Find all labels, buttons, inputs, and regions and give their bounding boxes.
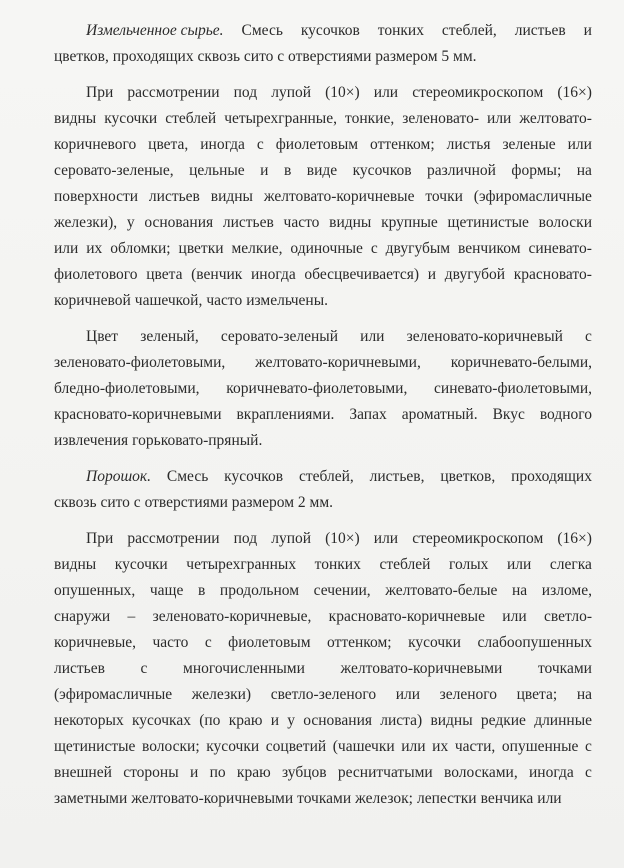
text-fragment: Цвет (86, 328, 119, 345)
text-fragment: Смесь (166, 468, 209, 485)
text-fragment: по (209, 764, 226, 781)
text-fragment: волосками, (444, 764, 518, 781)
text-fragment: с (140, 660, 148, 677)
text-fragment: листьев (222, 214, 274, 231)
text-fragment: длинные (534, 712, 592, 729)
text-fragment: или (537, 790, 562, 807)
text-line (86, 464, 592, 490)
text-line (54, 184, 592, 210)
text-fragment: бледно-фиолетовыми, (54, 380, 200, 397)
text-fragment: стеблей, (298, 468, 354, 485)
italic-term: Порошок. (86, 468, 152, 485)
text-line (54, 428, 592, 454)
text-fragment: (10×) (325, 84, 360, 101)
text-fragment: в (197, 582, 206, 599)
text-fragment: стороны (123, 764, 179, 781)
text-line (54, 350, 592, 376)
text-fragment: в (283, 162, 292, 179)
text-fragment: многочисленными (183, 660, 305, 677)
text-fragment: зеленовато- (402, 110, 479, 127)
text-line (54, 708, 592, 734)
text-fragment: часто (206, 292, 243, 309)
text-fragment: кусочки (206, 738, 260, 755)
text-fragment: венчиком (458, 240, 521, 257)
text-fragment: волоски; (142, 738, 200, 755)
text-fragment: основания (303, 712, 373, 729)
text-fragment: слабоопушенных (477, 634, 592, 651)
text-fragment: Смесь (241, 22, 283, 39)
text-fragment: листьев (54, 660, 105, 677)
text-fragment: вкраплениями. (236, 406, 335, 423)
text-fragment: проходящих (511, 468, 592, 485)
text-fragment: редкие (480, 712, 526, 729)
text-line (54, 236, 592, 262)
text-line (54, 44, 592, 70)
text-fragment: листьев, (369, 468, 425, 485)
text-fragment: сквозь сито с отверстиями размером 2 мм. (54, 494, 334, 511)
text-fragment: некоторых (54, 712, 124, 729)
text-line (54, 210, 592, 236)
text-fragment: При (86, 84, 114, 101)
text-line (54, 578, 592, 604)
text-fragment: на (512, 582, 528, 599)
text-line (54, 402, 592, 428)
text-fragment: различной (427, 162, 496, 179)
text-fragment: с (585, 738, 592, 755)
text-fragment: четырехгранные, (224, 110, 337, 127)
text-fragment: снаружи (54, 608, 111, 625)
text-fragment: основания (144, 214, 214, 231)
text-line (54, 630, 592, 656)
text-fragment: щетинистые (54, 738, 136, 755)
text-fragment: цвета (146, 266, 183, 283)
text-fragment: или (506, 556, 532, 573)
text-fragment: под (233, 530, 258, 547)
text-fragment: (10×) (325, 530, 360, 547)
text-line (54, 106, 592, 132)
text-fragment: слегка (549, 556, 592, 573)
text-fragment: синевато- (528, 240, 592, 257)
text-fragment: или (395, 686, 421, 703)
text-fragment: кусочках (131, 712, 191, 729)
text-fragment: щетинистые (447, 214, 529, 231)
text-fragment: у (126, 214, 135, 231)
text-line (54, 656, 592, 682)
text-fragment: или (401, 738, 426, 755)
text-fragment: – (127, 608, 136, 625)
text-fragment: или (373, 84, 399, 101)
text-fragment: желтовато-коричневыми, (255, 354, 421, 371)
text-fragment: желтовато-белые (385, 582, 498, 599)
text-fragment: синевато-фиолетовыми, (434, 380, 592, 397)
text-fragment: железки), (54, 214, 118, 231)
text-fragment: красновато- (513, 266, 592, 283)
text-fragment: стереомикроскопом (412, 530, 544, 547)
text-fragment: реснитчатыми (337, 764, 433, 781)
text-line (54, 552, 592, 578)
text-fragment: с (256, 136, 264, 153)
text-fragment: чашечкой, (134, 292, 203, 309)
text-fragment: опушенных, (54, 582, 136, 599)
text-fragment: соцветий (265, 738, 327, 755)
text-fragment: серовато-зеленый (220, 328, 339, 345)
text-fragment: светло-зеленого (270, 686, 377, 703)
text-fragment: стеблей (379, 556, 431, 573)
text-fragment: красновато-коричневыми (54, 406, 222, 423)
text-line (54, 132, 592, 158)
text-fragment: видны (54, 110, 97, 127)
text-fragment: коричневые, (54, 634, 136, 651)
text-fragment: изломе, (541, 582, 592, 599)
text-fragment: или (360, 328, 385, 345)
text-line (54, 490, 592, 516)
text-fragment: или (373, 530, 399, 547)
text-fragment: Запах (349, 406, 387, 423)
text-fragment: точки (425, 188, 463, 205)
text-fragment: обесцвечивается) (304, 266, 420, 283)
text-fragment: листа) (380, 712, 423, 729)
text-fragment: опушенные (501, 738, 579, 755)
text-fragment: или (487, 110, 512, 127)
text-fragment: и (260, 162, 269, 179)
text-fragment: желтовато-коричневыми (340, 660, 503, 677)
text-fragment: (эфиромасличные (473, 188, 592, 205)
text-fragment: продольном (219, 582, 300, 599)
text-fragment: четырехгранных (186, 556, 297, 573)
text-fragment: кусочков (352, 162, 412, 179)
text-fragment: серовато-зеленые, (54, 162, 174, 179)
text-fragment: видны (210, 188, 253, 205)
italic-term: Измельченное сырье. (86, 22, 224, 39)
document-body (54, 18, 592, 812)
text-line (54, 376, 592, 402)
text-fragment: коричневато-белыми, (450, 354, 592, 371)
text-fragment: цветков, проходящих сквозь сито с отверстиями размером 5 мм. (54, 48, 477, 65)
text-fragment: цветков, (440, 468, 496, 485)
text-fragment: точками (537, 660, 592, 677)
text-fragment: части, (454, 738, 496, 755)
text-fragment: стереомикроскопом (412, 84, 544, 101)
text-fragment: с (370, 240, 378, 257)
text-fragment: (эфиромасличные (54, 686, 173, 703)
text-fragment: рассмотрении (127, 530, 220, 547)
text-fragment: видны (329, 214, 372, 231)
text-fragment: лупой (271, 530, 312, 547)
text-line (54, 760, 592, 786)
text-fragment: и (270, 712, 279, 729)
text-fragment: волоски (538, 214, 592, 231)
text-line (54, 158, 592, 184)
text-fragment: горьковато-пряный. (132, 432, 263, 449)
text-fragment: краю (236, 764, 271, 781)
text-line (54, 262, 592, 288)
text-fragment: сечении, (313, 582, 371, 599)
text-fragment: с (204, 634, 212, 651)
text-fragment: двугубым (385, 240, 451, 257)
text-fragment: водного (539, 406, 592, 423)
text-fragment: Вкус (492, 406, 525, 423)
text-fragment: венчика (480, 790, 534, 807)
text-fragment: одиночные (290, 240, 363, 257)
text-fragment: на (576, 162, 592, 179)
text-fragment: иногда (200, 136, 245, 153)
text-fragment: лепестки (416, 790, 477, 807)
text-fragment: зеленый, (140, 328, 199, 345)
text-fragment: мелкие, (231, 240, 283, 257)
text-fragment: листья (446, 136, 491, 153)
text-line (86, 80, 592, 106)
text-fragment: зеленого (439, 686, 498, 703)
text-fragment: крупные (381, 214, 438, 231)
text-fragment: их (86, 240, 103, 257)
text-fragment: При (86, 530, 114, 547)
text-fragment: или (502, 608, 527, 625)
text-fragment: зеленовато-коричневые, (152, 608, 312, 625)
text-fragment: кусочки (408, 634, 461, 651)
text-fragment: коричневато-фиолетовыми, (226, 380, 408, 397)
text-fragment: видны (430, 712, 473, 729)
text-fragment: обломки; (110, 240, 171, 257)
text-fragment: (по (199, 712, 221, 729)
text-fragment: листьев (148, 188, 200, 205)
text-fragment: коричневой (54, 292, 131, 309)
text-fragment: с (585, 328, 592, 345)
text-fragment: тонких (377, 22, 424, 39)
text-fragment: у (287, 712, 295, 729)
text-fragment: часто (283, 214, 320, 231)
text-line (54, 734, 592, 760)
text-fragment: лупой (271, 84, 312, 101)
text-fragment: внешней (54, 764, 112, 781)
text-fragment: или (567, 136, 592, 153)
text-fragment: светло- (543, 608, 592, 625)
text-fragment: желтовато-коричневые (263, 188, 415, 205)
text-fragment: цветки (178, 240, 224, 257)
text-fragment: стеблей (165, 110, 217, 127)
text-fragment: и (583, 22, 592, 39)
text-fragment: цельные (189, 162, 245, 179)
text-fragment: иногда (251, 266, 296, 283)
text-fragment: (16×) (557, 530, 592, 547)
text-fragment: зеленые (502, 136, 556, 153)
text-fragment: кусочков (300, 22, 360, 39)
text-fragment: железки) (191, 686, 252, 703)
text-fragment: их (432, 738, 449, 755)
text-fragment: красновато-коричневые (328, 608, 485, 625)
text-fragment: с (585, 764, 592, 781)
text-fragment: кусочки (114, 556, 168, 573)
text-fragment: заметными (54, 790, 128, 807)
text-fragment: цвета, (148, 136, 189, 153)
text-fragment: листьев (514, 22, 566, 39)
text-fragment: точками (297, 790, 352, 807)
text-fragment: на (576, 686, 592, 703)
text-fragment: железок; (355, 790, 413, 807)
text-fragment: формы; (511, 162, 562, 179)
text-fragment: и (189, 764, 199, 781)
text-fragment: краю (228, 712, 263, 729)
text-fragment: иногда (529, 764, 574, 781)
text-fragment: (венчик (191, 266, 243, 283)
text-fragment: коричневого (54, 136, 137, 153)
text-fragment: чаще (149, 582, 184, 599)
text-fragment: зубцов (281, 764, 327, 781)
text-line (86, 526, 592, 552)
text-fragment: фиолетовым (228, 634, 311, 651)
text-fragment: двугубой (444, 266, 506, 283)
text-fragment: стеблей, (441, 22, 497, 39)
text-fragment: и (427, 266, 437, 283)
text-line (86, 324, 592, 350)
text-fragment: фиолетового (54, 266, 138, 283)
text-fragment: цвета; (516, 686, 558, 703)
text-fragment: тонкие, (345, 110, 395, 127)
text-fragment: под (233, 84, 258, 101)
text-fragment: кусочков (224, 468, 284, 485)
text-fragment: желтовато- (519, 110, 592, 127)
text-line (54, 288, 592, 314)
text-fragment: оттенком; (370, 136, 435, 153)
text-line (86, 18, 592, 44)
text-line (54, 604, 592, 630)
text-fragment: виде (306, 162, 338, 179)
text-fragment: измельчены. (246, 292, 329, 309)
text-fragment: извлечения (54, 432, 129, 449)
text-fragment: зеленовато-фиолетовыми, (54, 354, 226, 371)
text-fragment: или (54, 240, 79, 257)
text-fragment: видны (54, 556, 97, 573)
text-fragment: оттенком; (327, 634, 392, 651)
text-fragment: часто (152, 634, 189, 651)
text-fragment: голых (448, 556, 489, 573)
text-fragment: поверхности (54, 188, 139, 205)
text-fragment: (16×) (557, 84, 592, 101)
text-fragment: ароматный. (401, 406, 478, 423)
text-fragment: желтовато-коричневыми (131, 790, 294, 807)
text-fragment: фиолетовым (275, 136, 359, 153)
text-fragment: рассмотрении (127, 84, 220, 101)
text-fragment: зеленовато-коричневый (406, 328, 563, 345)
text-fragment: кусочки (104, 110, 158, 127)
text-line (54, 786, 592, 812)
text-fragment: тонких (314, 556, 361, 573)
text-line (54, 682, 592, 708)
text-fragment: (чашечки (332, 738, 395, 755)
